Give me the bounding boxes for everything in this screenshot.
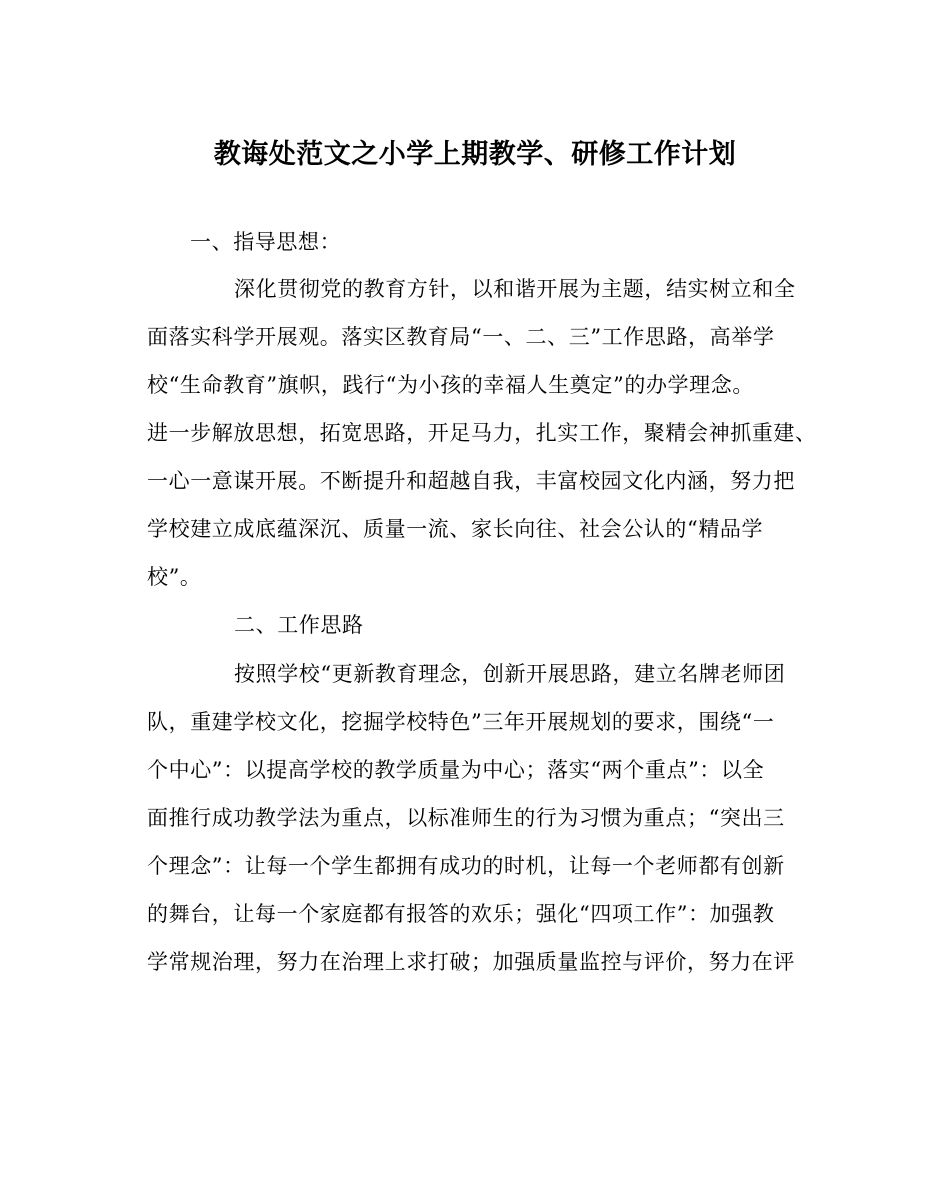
paragraph-line: 学校建立成底蕴深沉、质量一流、家长向往、社会公认的“精品学	[147, 517, 764, 541]
document-title: 教诲处范文之小学上期教学、研修工作计划	[213, 139, 737, 170]
paragraph-line: 学常规治理，努力在治理上求打破；加强质量监控与评价，努力在评	[147, 950, 795, 974]
paragraph-line: 深化贯彻党的教育方针，以和谐开展为主题，结实树立和全	[234, 277, 796, 301]
paragraph-line: 校“生命教育”旗帜，践行“为小孩的幸福人生奠定”的办学理念。	[147, 373, 754, 397]
paragraph-line: 个中心”：以提高学校的教学质量为中心；落实“两个重点”：以全	[147, 758, 765, 782]
paragraph-line: 个理念”：让每一个学生都拥有成功的时机，让每一个老师都有创新	[147, 854, 785, 878]
paragraph-line: 按照学校“更新教育理念，创新开展思路，建立名牌老师团	[234, 662, 786, 686]
paragraph-line: 面落实科学开展观。落实区教育局“一、二、三”工作思路，高举学	[147, 325, 775, 349]
paragraph-line: 队，重建学校文化，挖掘学校特色”三年开展规划的要求，围绕“一	[147, 710, 775, 734]
section-heading-work-approach: 二、工作思路	[234, 613, 364, 637]
paragraph-line: 一心一意谋开展。不断提升和超越自我，丰富校园文化内涵，努力把	[147, 469, 795, 493]
paragraph-line: 校”。	[147, 565, 202, 589]
paragraph-line: 面推行成功教学法为重点，以标准师生的行为习惯为重点；“突出三	[147, 806, 785, 830]
paragraph-line: 进一步解放思想，拓宽思路，开足马力，扎实工作，聚精会神抓重建、	[147, 421, 817, 445]
paragraph-line: 的舞台，让每一个家庭都有报答的欢乐；强化“四项工作”：加强教	[147, 902, 775, 926]
section-heading-guiding-ideology: 一、指导思想：	[190, 230, 342, 254]
